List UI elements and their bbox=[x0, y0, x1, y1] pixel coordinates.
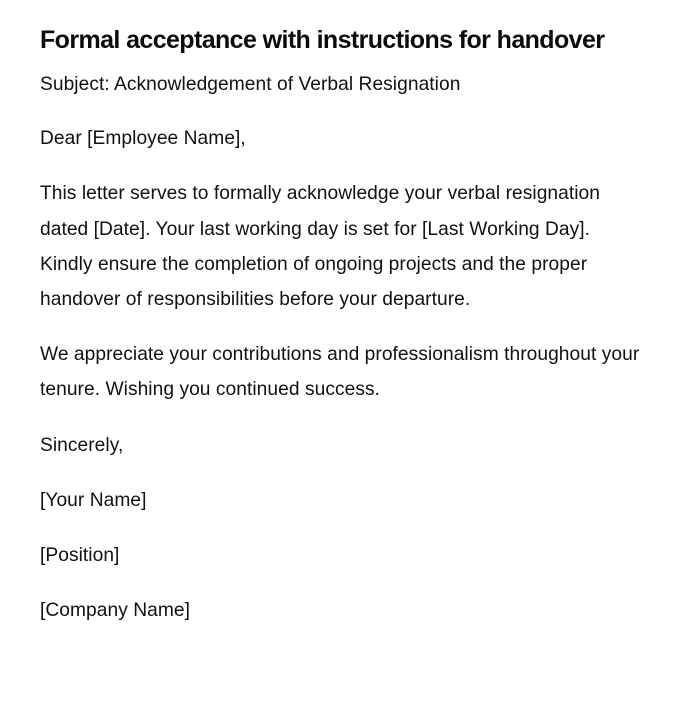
signature-name: [Your Name] bbox=[40, 489, 147, 511]
letter-subject: Subject: Acknowledgement of Verbal Resignation bbox=[40, 74, 461, 95]
letter-body-paragraph: We appreciate your contributions and professionalism throughout your tenure. Wishing you continued success. bbox=[40, 344, 640, 401]
letter-closing: Sincerely, bbox=[40, 434, 124, 456]
signature-position: [Position] bbox=[40, 545, 120, 567]
page-title: Formal acceptance with instructions for handover bbox=[40, 26, 605, 54]
letter-body-paragraph: This letter serves to formally acknowledge your verbal resignation dated [Date]. Your last working day is set for [Last Working Day]. Kindly ensure the completion of ongoing projects and the proper handover of responsibilities before your departure. bbox=[40, 183, 600, 311]
letter-salutation: Dear [Employee Name], bbox=[40, 128, 246, 150]
signature-company: [Company Name] bbox=[40, 600, 190, 622]
